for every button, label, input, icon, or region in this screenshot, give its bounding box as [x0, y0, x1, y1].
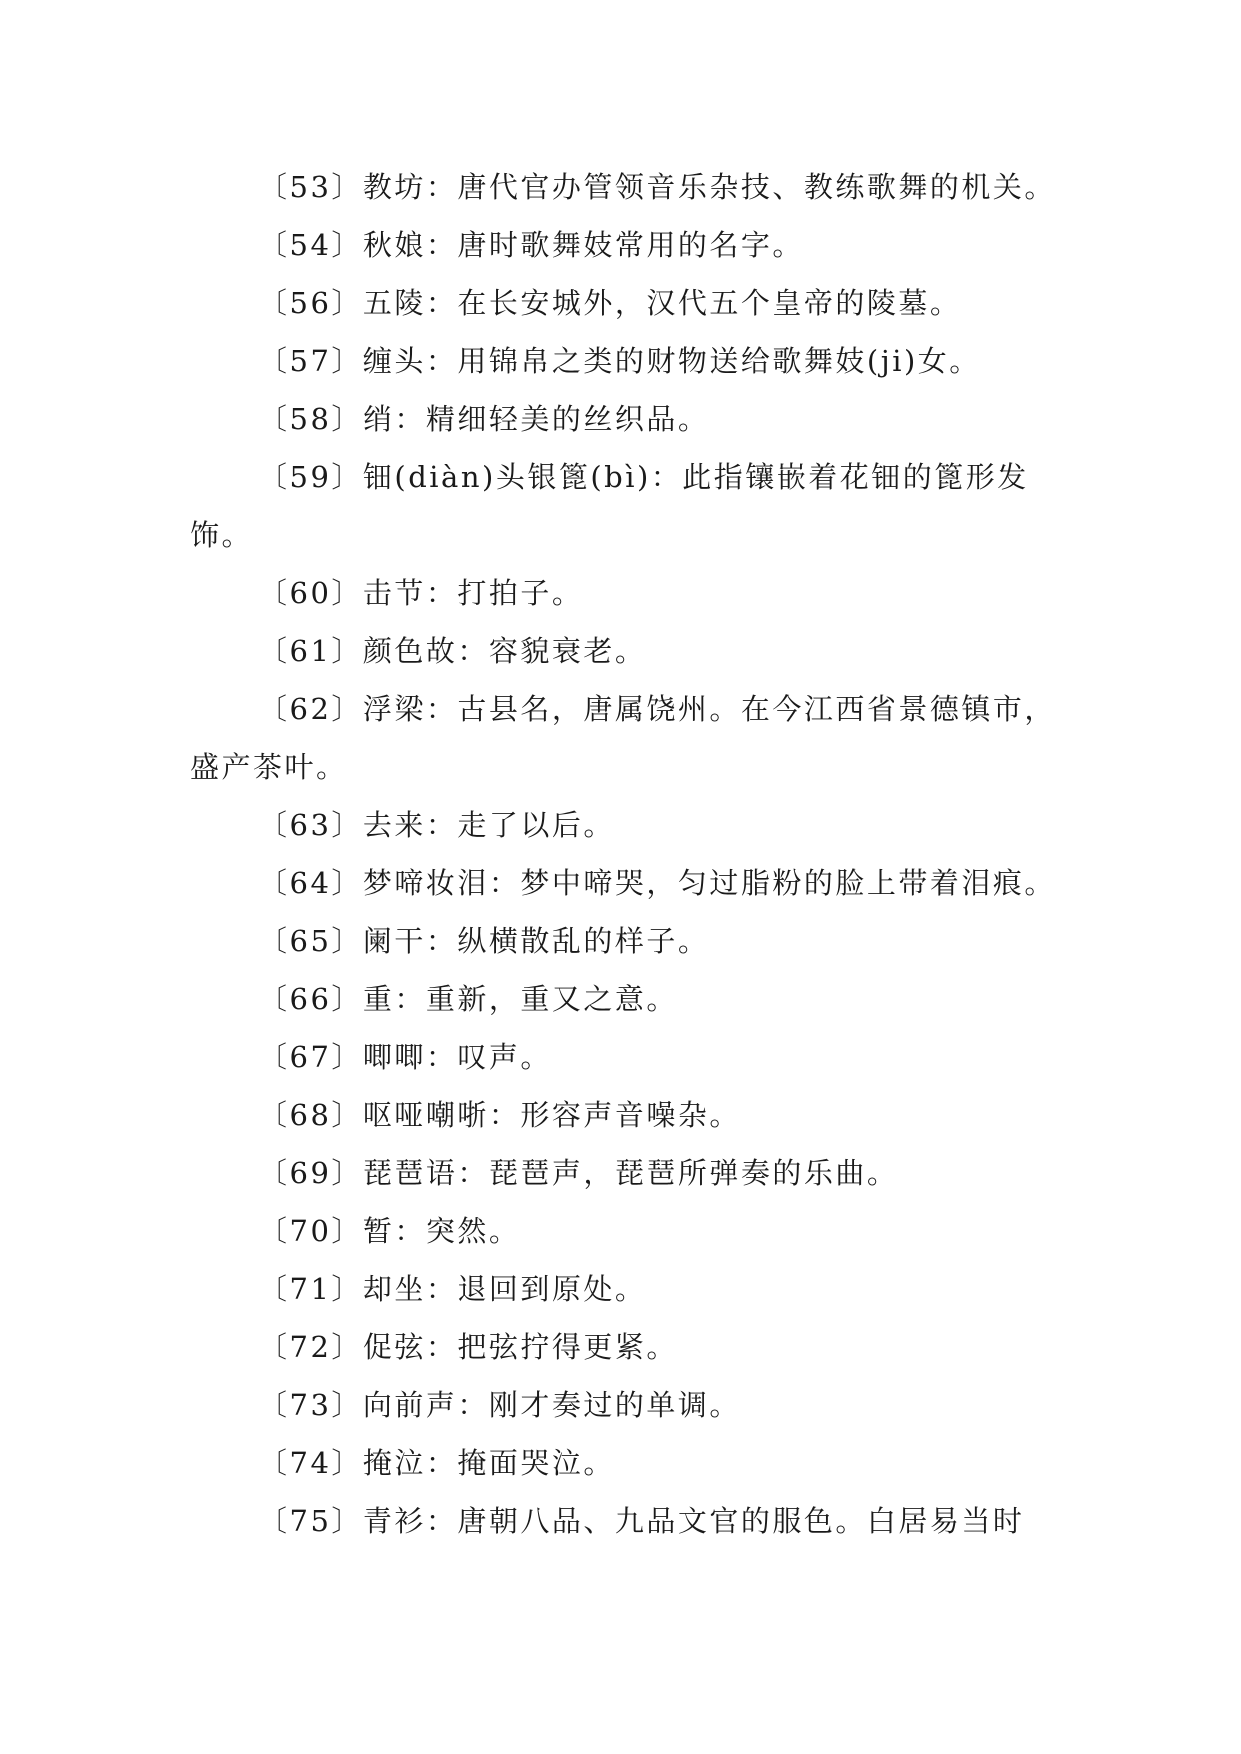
note-66: 〔66〕重：重新，重又之意。: [258, 982, 678, 1016]
annotation-list: [190, 158, 1060, 1550]
note-57: 〔57〕缠头：用锦帛之类的财物送给歌舞妓(ji)女。: [258, 344, 981, 378]
note-70: 〔70〕暂：突然。: [258, 1214, 521, 1248]
note-59: 〔59〕钿(diàn)头银篦(bì)：此指镶嵌着花钿的篦形发饰。: [190, 460, 1029, 552]
note-63: 〔63〕去来：走了以后。: [258, 808, 615, 842]
note-61: 〔61〕颜色故：容貌衰老。: [258, 634, 647, 668]
note-54: 〔54〕秋娘：唐时歌舞妓常用的名字。: [258, 228, 804, 262]
note-56: 〔56〕五陵：在长安城外，汉代五个皇帝的陵墓。: [258, 286, 962, 320]
note-75: 〔75〕青衫：唐朝八品、九品文官的服色。白居易当时: [258, 1504, 1025, 1538]
note-60: 〔60〕击节：打拍子。: [258, 576, 584, 610]
note-73: 〔73〕向前声：刚才奏过的单调。: [258, 1388, 741, 1422]
note-71: 〔71〕却坐：退回到原处。: [258, 1272, 647, 1306]
note-68: 〔68〕呕哑嘲哳：形容声音噪杂。: [258, 1098, 741, 1132]
note-69: 〔69〕琵琶语：琵琶声，琵琶所弹奏的乐曲。: [258, 1156, 899, 1190]
note-67: 〔67〕唧唧：叹声。: [258, 1040, 552, 1074]
note-74: 〔74〕掩泣：掩面哭泣。: [258, 1446, 615, 1480]
note-53: 〔53〕教坊：唐代官办管领音乐杂技、教练歌舞的机关。: [258, 170, 1056, 204]
note-72: 〔72〕促弦：把弦拧得更紧。: [258, 1330, 678, 1364]
note-65: 〔65〕阑干：纵横散乱的样子。: [258, 924, 710, 958]
note-62: 〔62〕浮梁：古县名，唐属饶州。在今江西省景德镇市，盛产茶叶。: [190, 692, 1056, 784]
note-58: 〔58〕绡：精细轻美的丝织品。: [258, 402, 710, 436]
note-64: 〔64〕梦啼妆泪：梦中啼哭，匀过脂粉的脸上带着泪痕。: [258, 866, 1056, 900]
